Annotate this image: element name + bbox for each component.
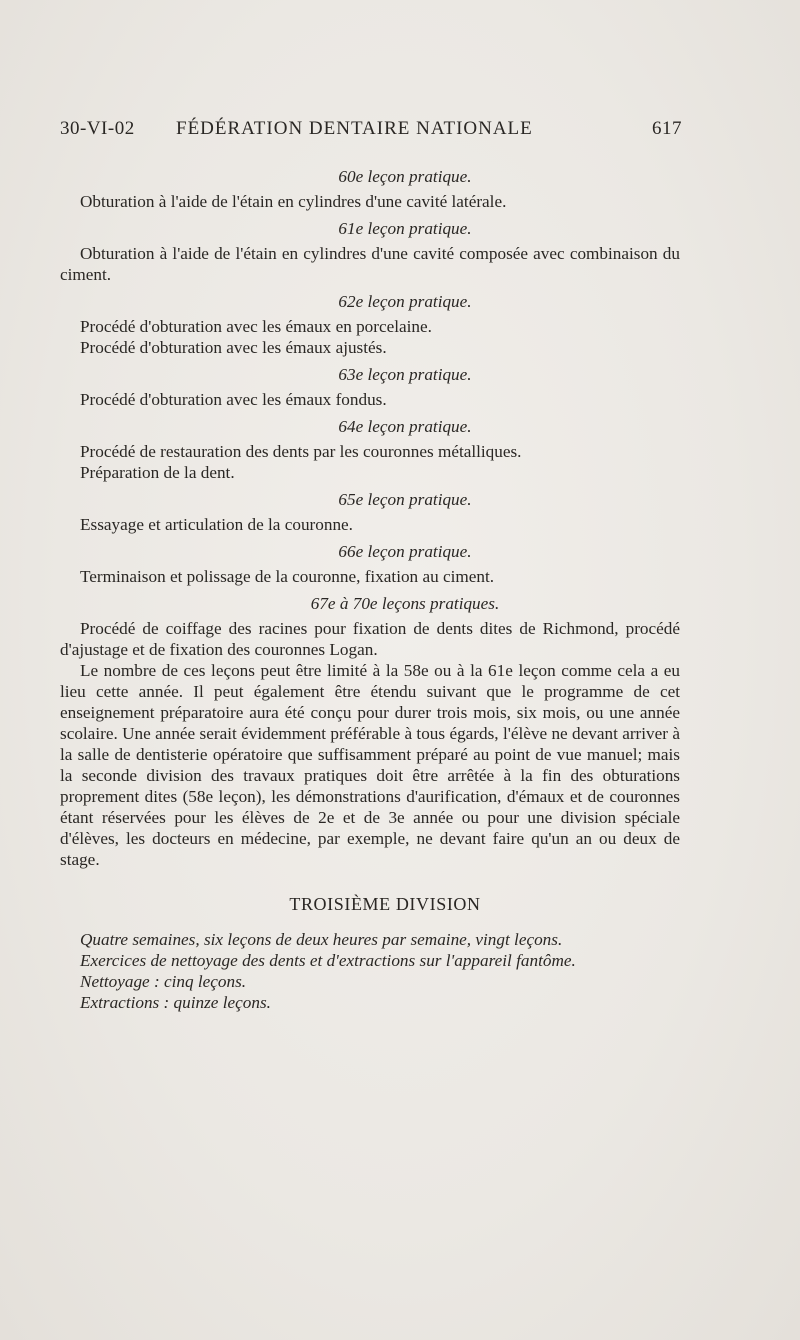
section-line: Quatre semaines, six leçons de deux heures par semaine, vingt leçons. [80, 930, 563, 949]
lesson-heading: 67e à 70e leçons pratiques. [310, 594, 500, 613]
lesson-line: Procédé d'obturation avec les émaux en porcelaine. [80, 317, 432, 336]
lesson-heading: 61e leçon pratique. [338, 219, 472, 238]
header-date: 30-VI-02 [60, 118, 135, 139]
page-body [60, 160, 680, 1013]
lesson-line: Obturation à l'aide de l'étain en cylindres d'une cavité composée avec combinaison du ciment. [60, 244, 680, 284]
page-header [60, 118, 682, 144]
header-title: FÉDÉRATION DENTAIRE NATIONALE [176, 118, 533, 139]
lesson-line: Procédé de coiffage des racines pour fixation de dents dites de Richmond, procédé d'ajustage et de fixation des couronnes Logan. [60, 619, 680, 659]
lesson-line: Terminaison et polissage de la couronne, fixation au ciment. [80, 567, 495, 586]
lesson-heading: 64e leçon pratique. [338, 417, 472, 436]
lesson-heading: 60e leçon pratique. [338, 167, 472, 186]
section-line: Extractions : quinze leçons. [80, 993, 271, 1012]
lesson-line: Essayage et articulation de la couronne. [80, 515, 353, 534]
lesson-line: Procédé d'obturation avec les émaux fondus. [80, 390, 387, 409]
lesson-line: Procédé de restauration des dents par les couronnes métalliques. [80, 442, 522, 461]
lesson-heading: 62e leçon pratique. [338, 292, 472, 311]
lesson-heading: 65e leçon pratique. [338, 490, 472, 509]
lesson-line: Procédé d'obturation avec les émaux ajustés. [80, 338, 387, 357]
lesson-line: Préparation de la dent. [80, 463, 235, 482]
lesson-line: Obturation à l'aide de l'étain en cylindres d'une cavité latérale. [80, 192, 507, 211]
page-number: 617 [652, 118, 682, 139]
lesson-heading: 63e leçon pratique. [338, 365, 472, 384]
body-paragraph: Le nombre de ces leçons peut être limité à la 58e ou à la 61e leçon comme cela a eu lieu cette année. Il peut également être étendu suivant que le programme de cet enseignement préparatoire aura été conçu pour durer trois mois, six mois, ou une année scolaire. Une année serait évidemment préférable à tous égards, l'élève ne devant arriver à la salle de dentisterie opératoire que suffisamment préparé au point de vue manuel; mais la seconde division des travaux pratiques doit être arrêtée à la fin des obturations proprement dites (58e leçon), les démonstrations d'aurification, d'émaux et de couronnes étant réservées pour les élèves de 2e et de 3e année ou pour une division spéciale d'élèves, les docteurs en médecine, par exemple, ne devant faire qu'un an ou deux de stage. [60, 661, 680, 869]
section-line: Exercices de nettoyage des dents et d'extractions sur l'appareil fantôme. [80, 951, 576, 970]
section-line: Nettoyage : cinq leçons. [80, 972, 247, 991]
lesson-heading: 66e leçon pratique. [338, 542, 472, 561]
section-title: TROISIÈME DIVISION [289, 894, 481, 914]
